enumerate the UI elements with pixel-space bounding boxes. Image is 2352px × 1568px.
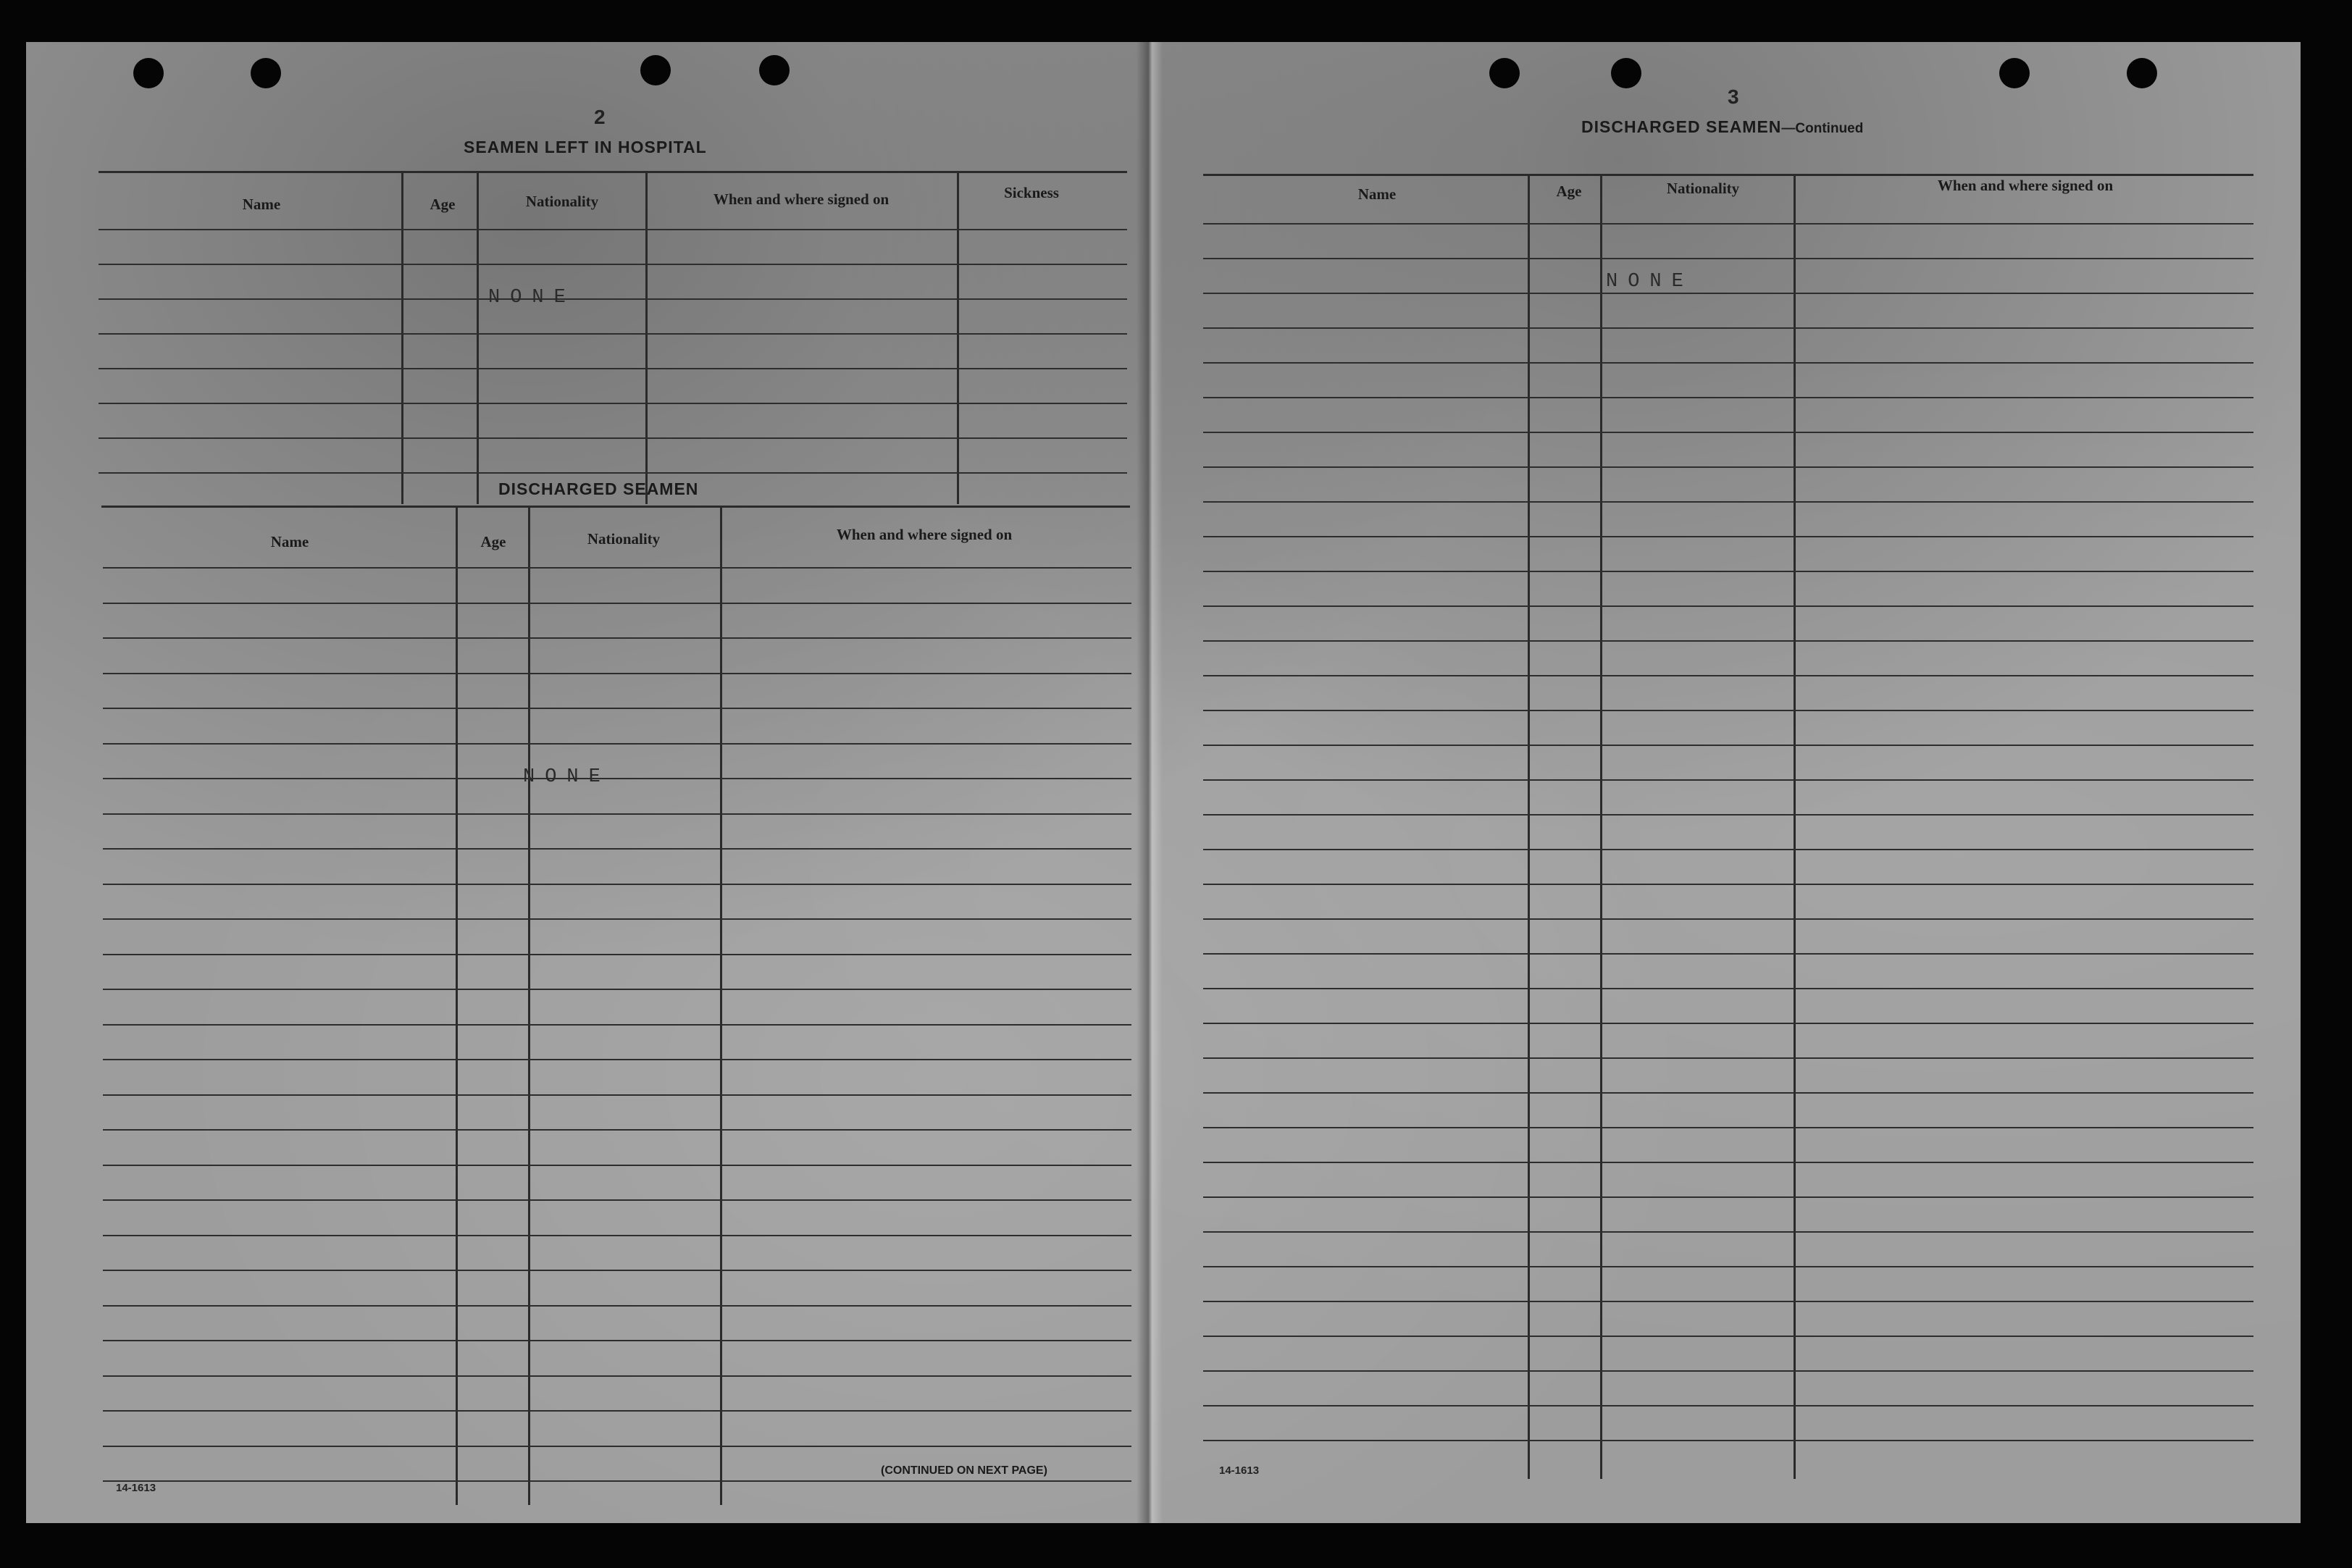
- table-row-line: [1203, 849, 2253, 850]
- table-row-line: [103, 1480, 1131, 1482]
- table-row-line: [1203, 327, 2253, 329]
- table-row-line: [1203, 1231, 2253, 1233]
- table-row-line: [103, 603, 1131, 604]
- table-row-line: [1203, 258, 2253, 259]
- column-divider: [1794, 175, 1796, 1479]
- table-row-line: [103, 708, 1131, 709]
- table-top-rule: [1203, 174, 2253, 176]
- table-row-line: [1203, 1301, 2253, 1302]
- table-row-line: [99, 298, 1127, 300]
- typed-entry: NONE: [1606, 271, 1694, 293]
- table-row-line: [1203, 1336, 2253, 1337]
- table-row-line: [103, 813, 1131, 815]
- table-row-line: [1203, 1127, 2253, 1128]
- column-divider: [1600, 175, 1602, 1479]
- table-row-line: [1203, 571, 2253, 572]
- table-row-line: [99, 403, 1127, 404]
- table-row-line: [1203, 432, 2253, 433]
- section-title-hospital: SEAMEN LEFT IN HOSPITAL: [464, 138, 707, 156]
- form-number: 14-1613: [1219, 1464, 1260, 1477]
- table-row-line: [1203, 1162, 2253, 1163]
- table-row-line: [103, 1024, 1131, 1026]
- table-row-line: [1203, 397, 2253, 398]
- table-row-line: [103, 1410, 1131, 1412]
- table-row-line: [103, 743, 1131, 745]
- table-row-line: [103, 1165, 1131, 1166]
- table-row-line: [1203, 640, 2253, 642]
- table-row-line: [99, 333, 1127, 335]
- table-row-line: [103, 1270, 1131, 1271]
- column-divider: [720, 507, 722, 1505]
- table-row-line: [1203, 466, 2253, 468]
- table-row-line: [1203, 918, 2253, 920]
- table-row-line: [1203, 1370, 2253, 1372]
- column-header-name: Name: [242, 196, 281, 213]
- table-row-line: [1203, 293, 2253, 294]
- column-header-signed-on: When and where signed on: [713, 190, 890, 208]
- table-row-line: [1203, 605, 2253, 607]
- column-divider: [957, 172, 959, 504]
- column-divider: [401, 172, 403, 504]
- page-number: 2: [594, 106, 606, 128]
- table-row-line: [1203, 745, 2253, 746]
- typed-entry: NONE: [523, 766, 611, 788]
- left-page: [26, 42, 1145, 1523]
- table-row-line: [103, 1059, 1131, 1060]
- typed-entry: NONE: [488, 287, 576, 309]
- table-row-line: [1203, 953, 2253, 955]
- table-row-line: [103, 673, 1131, 674]
- table-row-line: [1203, 779, 2253, 781]
- table-row-line: [1203, 223, 2253, 225]
- table-row-line: [103, 918, 1131, 920]
- column-header-signed-on: When and where signed on: [1937, 177, 2114, 194]
- column-header-age: Age: [430, 196, 456, 213]
- page-number: 3: [1728, 85, 1739, 108]
- table-row-line: [1203, 1057, 2253, 1059]
- table-row-line: [1203, 1023, 2253, 1024]
- column-header-name: Name: [270, 533, 309, 550]
- table-row-line: [1203, 1440, 2253, 1441]
- table-row-line: [103, 1199, 1131, 1201]
- table-row-line: [1203, 814, 2253, 816]
- column-divider: [528, 507, 530, 1505]
- column-header-age: Age: [480, 533, 506, 550]
- table-row-line: [103, 1129, 1131, 1131]
- table-row-line: [103, 954, 1131, 955]
- table-row-line: [103, 884, 1131, 885]
- table-row-line: [1203, 1266, 2253, 1267]
- column-header-name: Name: [1357, 185, 1397, 203]
- column-header-signed-on: When and where signed on: [836, 526, 1013, 543]
- section-title-suffix: —Continued: [1781, 121, 1864, 136]
- table-top-rule: [101, 506, 1130, 508]
- continued-note: (CONTINUED ON NEXT PAGE): [881, 1464, 1047, 1477]
- column-header-sickness: Sickness: [1004, 184, 1059, 201]
- form-number: 14-1613: [116, 1482, 156, 1494]
- table-row-line: [103, 1235, 1131, 1236]
- column-header-nationality: Nationality: [525, 193, 599, 210]
- table-row-line: [1203, 675, 2253, 676]
- table-row-line: [103, 1094, 1131, 1096]
- right-page: [1145, 42, 2301, 1523]
- column-divider: [477, 172, 479, 504]
- section-title-discharged-continued: [1581, 117, 1863, 137]
- table-row-line: [99, 437, 1127, 439]
- column-divider: [456, 507, 458, 1505]
- table-row-line: [99, 229, 1127, 230]
- column-header-nationality: Nationality: [587, 530, 661, 548]
- section-title-discharged: DISCHARGED SEAMEN: [498, 479, 699, 498]
- table-row-line: [99, 264, 1127, 265]
- table-row-line: [99, 368, 1127, 369]
- column-header-nationality: Nationality: [1666, 180, 1740, 197]
- section-title-text: DISCHARGED SEAMEN: [1581, 117, 1782, 136]
- document-spread: [26, 42, 2301, 1523]
- table-row-line: [1203, 362, 2253, 364]
- table-row-line: [1203, 1405, 2253, 1406]
- table-top-rule: [99, 171, 1127, 173]
- table-row-line: [103, 848, 1131, 850]
- table-row-line: [103, 1340, 1131, 1341]
- table-row-line: [1203, 1196, 2253, 1198]
- table-row-line: [103, 778, 1131, 779]
- table-row-line: [1203, 710, 2253, 711]
- table-row-line: [1203, 536, 2253, 537]
- column-divider: [645, 172, 648, 504]
- table-row-line: [103, 1305, 1131, 1307]
- table-row-line: [103, 637, 1131, 639]
- table-row-line: [99, 472, 1127, 474]
- table-row-line: [103, 567, 1131, 569]
- column-header-age: Age: [1556, 183, 1582, 200]
- table-row-line: [103, 1375, 1131, 1377]
- table-row-line: [103, 1446, 1131, 1447]
- table-row-line: [1203, 501, 2253, 503]
- table-row-line: [103, 989, 1131, 990]
- table-row-line: [1203, 988, 2253, 989]
- table-row-line: [1203, 884, 2253, 885]
- table-row-line: [1203, 1092, 2253, 1094]
- column-divider: [1528, 175, 1530, 1479]
